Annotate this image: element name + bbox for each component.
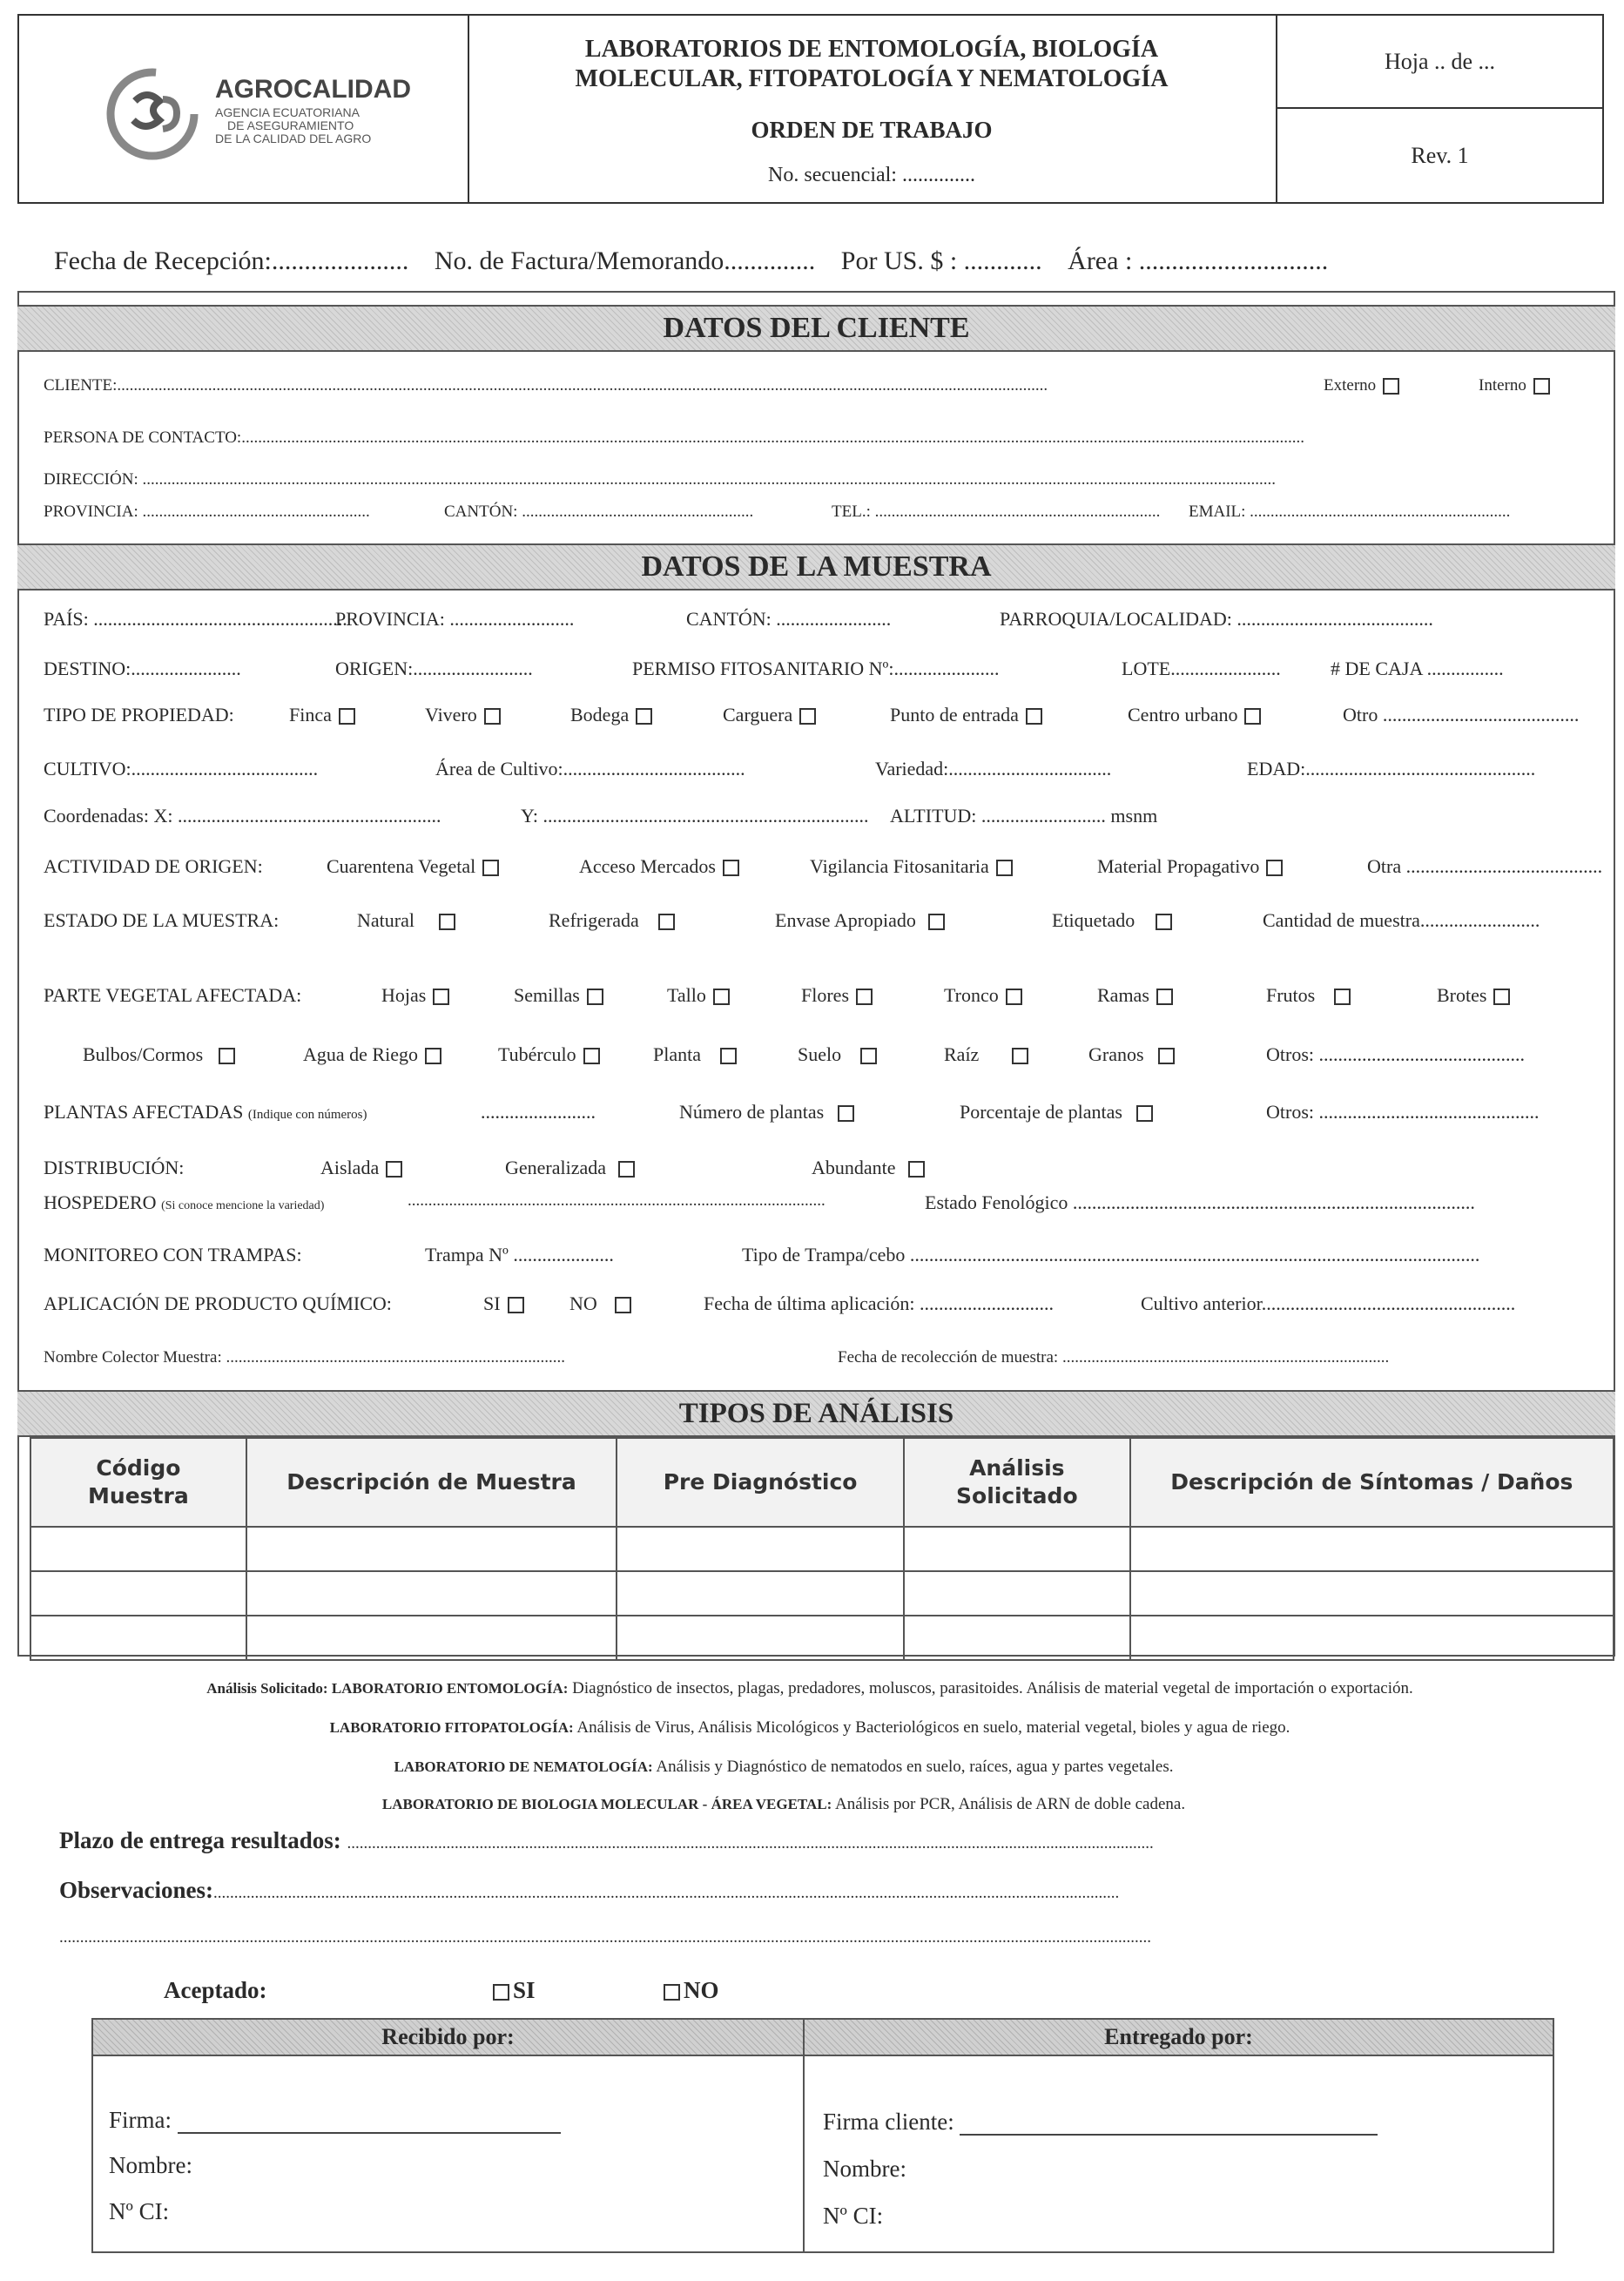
affected-plants-field[interactable]: ........................ [481, 1101, 596, 1123]
checkbox[interactable] [1006, 989, 1022, 1005]
quarantine-option[interactable]: Cuarentena Vegetal [327, 855, 499, 878]
checkbox[interactable] [856, 989, 873, 1005]
tuber-option[interactable]: Tubérculo [498, 1043, 600, 1066]
accepted-yes-option[interactable]: SI [493, 1977, 536, 2004]
reception-line [54, 246, 1587, 276]
other-activity-field[interactable]: Otra ......................................... [1367, 855, 1603, 877]
delivered-name-label[interactable]: Nombre: [823, 2156, 906, 2182]
carguera-option[interactable]: Carguera [723, 704, 816, 726]
sample-canton-field[interactable]: CANTÓN: ........................ [686, 608, 892, 630]
lot-field[interactable]: LOTE....................... [1122, 658, 1281, 679]
irrigation-water-option[interactable]: Agua de Riego [303, 1043, 441, 1066]
checkbox[interactable] [493, 1984, 509, 2001]
age-field[interactable]: EDAD:................................................ [1247, 758, 1536, 779]
crop-area-field[interactable]: Área de Cultivo:...................................... [435, 758, 745, 779]
other-plants-field[interactable]: Otros: .............................................. [1266, 1101, 1540, 1123]
observations-field[interactable]: ........................................................................................................................................................................................................................... [212, 1884, 1120, 1902]
checkbox[interactable] [1244, 708, 1261, 725]
logo-cell [19, 16, 469, 202]
collector-field[interactable]: Nombre Colector Muestra: .................................................................................. [44, 1348, 565, 1367]
observations-row [59, 1877, 1119, 1904]
permit-field[interactable]: PERMISO FITOSANITARIO Nº:...................... [632, 658, 1000, 679]
delivery-term-field[interactable]: ................................................................................................................................................................................................... [347, 1834, 1154, 1852]
checkbox[interactable] [482, 860, 499, 876]
sample-section-title: DATOS DE LA MUESTRA [17, 543, 1615, 590]
col-pre-diagnosis: Pre Diagnóstico [617, 1438, 904, 1527]
proper-container-option[interactable]: Envase Apropiado [775, 909, 945, 932]
delivery-term-label: Plazo de entrega resultados: [59, 1827, 341, 1853]
col-sample-code: Código Muestra [30, 1438, 246, 1527]
area-field[interactable]: Área : ............................. [1068, 246, 1329, 275]
trap-number-field[interactable]: Trampa Nº ..................... [425, 1244, 614, 1265]
checkbox[interactable] [838, 1105, 854, 1122]
reception-date-field[interactable]: Fecha de Recepción:..................... [54, 246, 409, 275]
checkbox[interactable] [1266, 860, 1283, 876]
plant-percentage-option[interactable]: Porcentaje de plantas [960, 1101, 1153, 1124]
agrocalidad-logo-icon [102, 66, 206, 162]
coord-y-field[interactable]: Y: .................................................................... [521, 805, 869, 827]
col-symptoms: Descripción de Síntomas / Daños [1130, 1438, 1614, 1527]
refrigerated-option[interactable]: Refrigerada [549, 909, 675, 932]
chemical-label: APLICACIÓN DE PRODUCTO QUÍMICO: [44, 1292, 392, 1314]
contact-field[interactable]: PERSONA DE CONTACTO:................................................................................................................................................................................................................................................................. [44, 429, 1304, 447]
client-row [44, 376, 1594, 395]
checkbox[interactable] [1158, 1048, 1175, 1064]
checkbox[interactable] [1334, 989, 1351, 1005]
client-canton-field[interactable]: CANTÓN: ........................................................ [444, 503, 754, 521]
box-field[interactable]: # DE CAJA ................ [1331, 658, 1504, 679]
accepted-label: Aceptado: [164, 1977, 267, 2003]
delivered-id-label[interactable]: Nº CI: [823, 2203, 884, 2229]
collection-date-field[interactable]: Fecha de recolección de muestra: ............................................................................... [838, 1348, 1390, 1367]
client-section-title: DATOS DEL CLIENTE [17, 305, 1615, 352]
chemical-no-option[interactable]: NO [569, 1292, 631, 1315]
property-type-label: TIPO DE PROPIEDAD: [44, 704, 234, 725]
labeled-option[interactable]: Etiquetado [1052, 909, 1172, 932]
externo-option[interactable]: Externo [1324, 376, 1399, 395]
delivered-by-title: Entregado por: [805, 2020, 1553, 2056]
lab-title: LABORATORIOS DE ENTOMOLOGÍA, BIOLOGÍA MOLECULAR, FITOPATOLOGÍA Y NEMATOLOGÍA [575, 36, 1169, 92]
table-row [30, 1571, 1614, 1616]
flowers-option[interactable]: Flores [801, 984, 873, 1007]
grains-option[interactable]: Granos [1088, 1043, 1175, 1066]
note-nematology: LABORATORIO DE NEMATOLOGÍA: Análisis y Diagnóstico de nematodos en suelo, raíces, agua y partes vegetales. [394, 1758, 1174, 1776]
root-option[interactable]: Raíz [944, 1043, 1028, 1066]
delivery-term-row [59, 1827, 1154, 1854]
abundant-option[interactable]: Abundante [812, 1157, 925, 1179]
checkbox[interactable] [1493, 989, 1510, 1005]
finca-option[interactable]: Finca [289, 704, 355, 726]
received-by-title: Recibido por: [93, 2020, 803, 2056]
note-molecular: LABORATORIO DE BIOLOGIA MOLECULAR - ÁREA VEGETAL: Análisis por PCR, Análisis de ARN de doble cadena. [381, 1795, 1186, 1813]
received-signature-field[interactable] [178, 2113, 561, 2134]
trap-monitoring-label: MONITOREO CON TRAMPAS: [44, 1244, 302, 1265]
checkbox[interactable] [713, 989, 730, 1005]
plant-part-label: PARTE VEGETAL AFECTADA: [44, 984, 302, 1006]
leaves-option[interactable]: Hojas [381, 984, 449, 1007]
chemical-yes-option[interactable]: SI [483, 1292, 524, 1315]
revision: Rev. 1 [1411, 143, 1469, 168]
host-field[interactable]: ..................................................................................................... [408, 1191, 825, 1210]
analysis-table [30, 1437, 1614, 1661]
sequential-number[interactable]: No. secuencial: .............. [768, 164, 975, 186]
externo-checkbox[interactable] [1383, 378, 1399, 395]
checkbox[interactable] [219, 1048, 235, 1064]
vivero-option[interactable]: Vivero [425, 704, 501, 726]
plant-option[interactable]: Planta [653, 1043, 737, 1066]
checkbox[interactable] [339, 708, 355, 725]
coord-x-field[interactable]: Coordenadas: X: ....................................................... [44, 805, 441, 827]
checkbox[interactable] [1026, 708, 1042, 725]
seeds-option[interactable]: Semillas [514, 984, 603, 1007]
checkbox[interactable] [658, 914, 675, 930]
note-phytopathology: LABORATORIO FITOPATOLOGÍA: Análisis de Virus, Análisis Micológicos y Bacteriológicos en suelo, material vegetal, bioles y agua de riego. [329, 1718, 1290, 1737]
client-tel-field[interactable]: TEL.: ..................................................................... [832, 503, 1161, 521]
note-entomology: Análisis Solicitado: LABORATORIO ENTOMOLOGÍA: Diagnóstico de insectos, plagas, predadores, moluscos, parasitoides. Análisis de material vegetal de importación o exportación. [206, 1679, 1413, 1697]
affected-plants-label: PLANTAS AFECTADAS (Indique con números) [44, 1101, 367, 1123]
title-cell [468, 16, 1277, 202]
country-field[interactable]: PAÍS: ..................................................... [44, 608, 347, 630]
phenological-stage-field[interactable]: Estado Fenológico .................................................................................... [925, 1191, 1475, 1213]
checkbox[interactable] [587, 989, 603, 1005]
interno-checkbox[interactable] [1533, 378, 1550, 395]
branches-option[interactable]: Ramas [1097, 984, 1173, 1007]
propagative-option[interactable]: Material Propagativo [1097, 855, 1283, 878]
market-access-option[interactable]: Acceso Mercados [579, 855, 739, 878]
checkbox[interactable] [664, 1984, 680, 2001]
table-header-row [30, 1438, 1614, 1527]
sprouts-option[interactable]: Brotes [1437, 984, 1510, 1007]
checkbox[interactable] [615, 1297, 631, 1313]
checkbox[interactable] [1156, 914, 1172, 930]
observations-field-2[interactable]: ........................................................................................................................................................................................................................................................................ [59, 1928, 1151, 1947]
stem-option[interactable]: Tallo [667, 984, 730, 1007]
soil-option[interactable]: Suelo [798, 1043, 877, 1066]
checkbox[interactable] [433, 989, 449, 1005]
interno-option[interactable]: Interno [1479, 376, 1550, 395]
client-signature-field[interactable] [960, 2115, 1378, 2136]
client-email-field[interactable]: EMAIL: ............................................................... [1189, 503, 1511, 521]
checkbox[interactable] [799, 708, 816, 725]
checkbox[interactable] [386, 1161, 402, 1178]
received-name-label[interactable]: Nombre: [109, 2152, 192, 2178]
other-property-field[interactable]: Otro ......................................... [1343, 704, 1580, 725]
checkbox[interactable] [1012, 1048, 1028, 1064]
accepted-no-option[interactable]: NO [664, 1977, 719, 2004]
amount-field[interactable]: Por US. $ : ............ [840, 246, 1042, 275]
checkbox[interactable] [618, 1161, 635, 1178]
table-row [30, 1527, 1614, 1571]
checkbox[interactable] [723, 860, 739, 876]
sample-province-field[interactable]: PROVINCIA: .......................... [335, 608, 575, 630]
fruits-option[interactable]: Frutos [1266, 984, 1351, 1007]
generalized-option[interactable]: Generalizada [505, 1157, 635, 1179]
order-title: ORDEN DE TRABAJO [751, 117, 993, 143]
sample-quantity-field[interactable]: Cantidad de muestra......................... [1263, 909, 1540, 931]
altitude-field[interactable]: ALTITUD: .......................... msnm [890, 805, 1158, 827]
signature-divider [803, 2020, 805, 2251]
variety-field[interactable]: Variedad:.................................. [875, 758, 1112, 779]
analysis-section-title: TIPOS DE ANÁLISIS [17, 1390, 1615, 1437]
other-parts-field[interactable]: Otros: ........................................... [1266, 1043, 1525, 1065]
table-row [30, 1616, 1614, 1660]
sheet-number: Hoja .. de ... [1277, 16, 1602, 109]
natural-option[interactable]: Natural [357, 909, 455, 932]
urban-center-option[interactable]: Centro urbano [1128, 704, 1261, 726]
col-sample-description: Descripción de Muestra [246, 1438, 617, 1527]
distribution-label: DISTRIBUCIÓN: [44, 1157, 185, 1178]
received-id-label[interactable]: Nº CI: [109, 2198, 170, 2224]
checkbox[interactable] [636, 708, 652, 725]
checkbox[interactable] [508, 1297, 524, 1313]
previous-crop-field[interactable]: Cultivo anterior..................................................... [1141, 1292, 1516, 1314]
received-signature-row: Firma: [109, 2107, 561, 2134]
bodega-option[interactable]: Bodega [570, 704, 652, 726]
delivered-signature-row: Firma cliente: [823, 2109, 1378, 2136]
checkbox[interactable] [583, 1048, 600, 1064]
checkbox[interactable] [1156, 989, 1173, 1005]
address-field[interactable]: DIRECCIÓN: .................................................................................................................................................................................................................................................................................. [44, 470, 1276, 489]
sheet-cell [1277, 16, 1602, 202]
destination-field[interactable]: DESTINO:....................... [44, 658, 241, 679]
bulbs-option[interactable]: Bulbos/Cormos [83, 1043, 235, 1066]
observations-label: Observaciones: [59, 1877, 213, 1903]
client-field[interactable]: CLIENTE:................................................................................................................................................................................................................................. [44, 376, 1048, 395]
checkbox[interactable] [860, 1048, 877, 1064]
checkbox[interactable] [928, 914, 945, 930]
checkbox[interactable] [720, 1048, 737, 1064]
checkbox[interactable] [439, 914, 455, 930]
trap-type-field[interactable]: Tipo de Trampa/cebo ....................................................................................................................... [742, 1244, 1480, 1265]
logo-subtitle: AGENCIA ECUATORIANA DE ASEGURAMIENTO DE LA CALIDAD DEL AGRO [215, 105, 372, 145]
form-header [17, 14, 1604, 204]
host-label: HOSPEDERO (Si conoce mencione la variedad) [44, 1191, 325, 1213]
col-requested-analysis: Análisis Solicitado [904, 1438, 1130, 1527]
last-application-field[interactable]: Fecha de última aplicación: ............................ [704, 1292, 1055, 1314]
isolated-option[interactable]: Aislada [320, 1157, 402, 1179]
checkbox[interactable] [1136, 1105, 1153, 1122]
plant-number-option[interactable]: Número de plantas [679, 1101, 854, 1124]
checkbox[interactable] [908, 1161, 925, 1178]
surveillance-option[interactable]: Vigilancia Fitosanitaria [810, 855, 1013, 878]
signature-box [91, 2018, 1554, 2253]
parish-field[interactable]: PARROQUIA/LOCALIDAD: ......................................... [1000, 608, 1433, 630]
origin-field[interactable]: ORIGEN:......................... [335, 658, 533, 679]
checkbox[interactable] [484, 708, 501, 725]
trunk-option[interactable]: Tronco [944, 984, 1022, 1007]
entry-point-option[interactable]: Punto de entrada [890, 704, 1042, 726]
checkbox[interactable] [425, 1048, 441, 1064]
invoice-field[interactable]: No. de Factura/Memorando.............. [434, 246, 816, 275]
crop-field[interactable]: CULTIVO:....................................... [44, 758, 319, 779]
checkbox[interactable] [996, 860, 1013, 876]
client-province-field[interactable]: PROVINCIA: ....................................................... [44, 503, 370, 521]
sample-state-label: ESTADO DE LA MUESTRA: [44, 909, 280, 931]
logo-name: AGROCALIDAD [215, 75, 411, 104]
activity-label: ACTIVIDAD DE ORIGEN: [44, 855, 263, 877]
